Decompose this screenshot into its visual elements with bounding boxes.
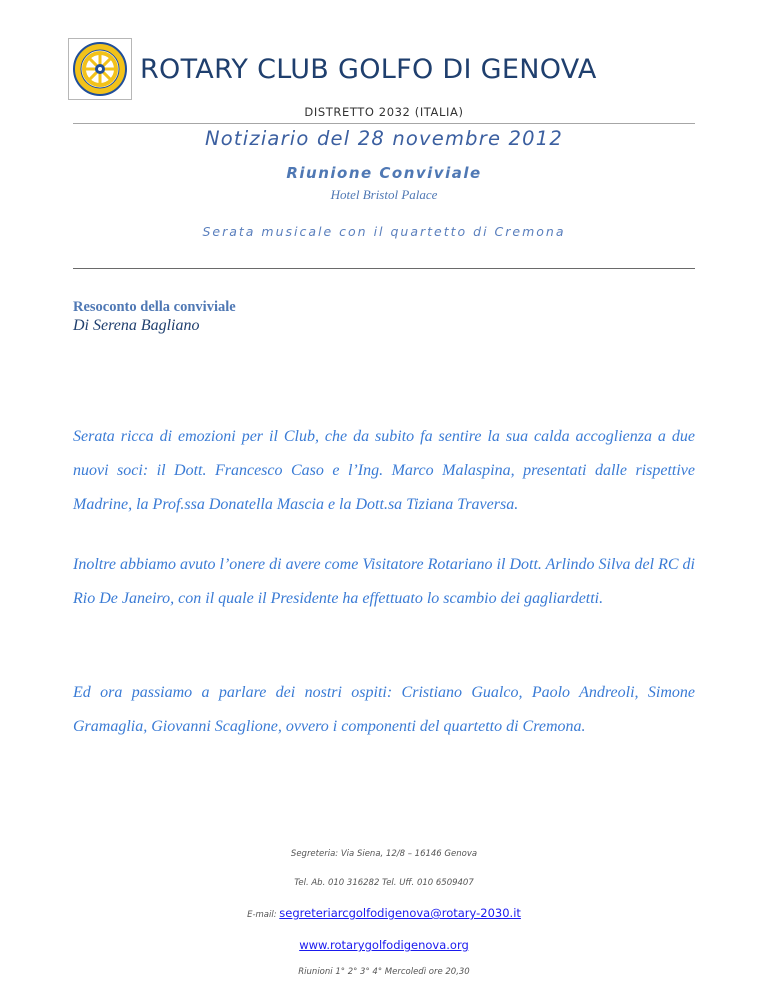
section-title: Resoconto della conviviale <box>73 299 236 315</box>
club-name: ROTARY CLUB GOLFO DI GENOVA <box>140 54 597 85</box>
rotary-wheel-icon <box>69 39 131 99</box>
header-divider <box>73 123 695 124</box>
newsletter-title: Notiziario del 28 novembre 2012 <box>205 127 563 150</box>
section-divider <box>73 268 695 269</box>
article-author: Di Serena Bagliano <box>73 317 200 334</box>
article-paragraph: Inoltre abbiamo avuto l’onere di avere come Visitatore Rotariano il Dott. Arlindo Silva del RC di Rio De Janeiro, con il quale il Presidente ha effettuato lo scambio dei gagliardetti. <box>73 556 695 607</box>
article-paragraph: Ed ora passiamo a parlare dei nostri ospiti: Cristiano Gualco, Paolo Andreoli, Simone Gramaglia, Giovanni Scaglione, ovvero i componenti del quartetto di Cremona. <box>73 684 695 735</box>
email-link[interactable]: segreteriarcgolfodigenova@rotary-2030.it <box>279 906 521 920</box>
website-link[interactable]: www.rotarygolfodigenova.org <box>299 938 469 952</box>
footer-email-row <box>0 906 768 920</box>
footer-secretariat: Segreteria: Via Siena, 12/8 – 16146 Genova <box>290 849 478 859</box>
footer-phones: Tel. Ab. 010 316282 Tel. Uff. 010 6509407 <box>294 878 474 888</box>
meeting-venue: Hotel Bristol Palace <box>330 187 438 202</box>
footer-website-row <box>0 938 768 952</box>
event-subtitle: Serata musicale con il quartetto di Cremona <box>202 224 566 239</box>
article-paragraph: Serata ricca di emozioni per il Club, che da subito fa sentire la sua calda accoglienza a due nuovi soci: il Dott. Francesco Caso e l’Ing. Marco Malaspina, presentati dalle rispettive Madrine, la Prof.ssa Donatella Mascia e la Dott.sa Tiziana Traversa. <box>73 428 695 513</box>
footer-meetings: Riunioni 1° 2° 3° 4° Mercoledì ore 20,30 <box>298 967 470 977</box>
meeting-type: Riunione Conviviale <box>286 164 482 182</box>
district-label: DISTRETTO 2032 (ITALIA) <box>304 105 464 119</box>
rotary-logo <box>68 38 132 100</box>
footer-email-label: E-mail: <box>247 910 277 920</box>
